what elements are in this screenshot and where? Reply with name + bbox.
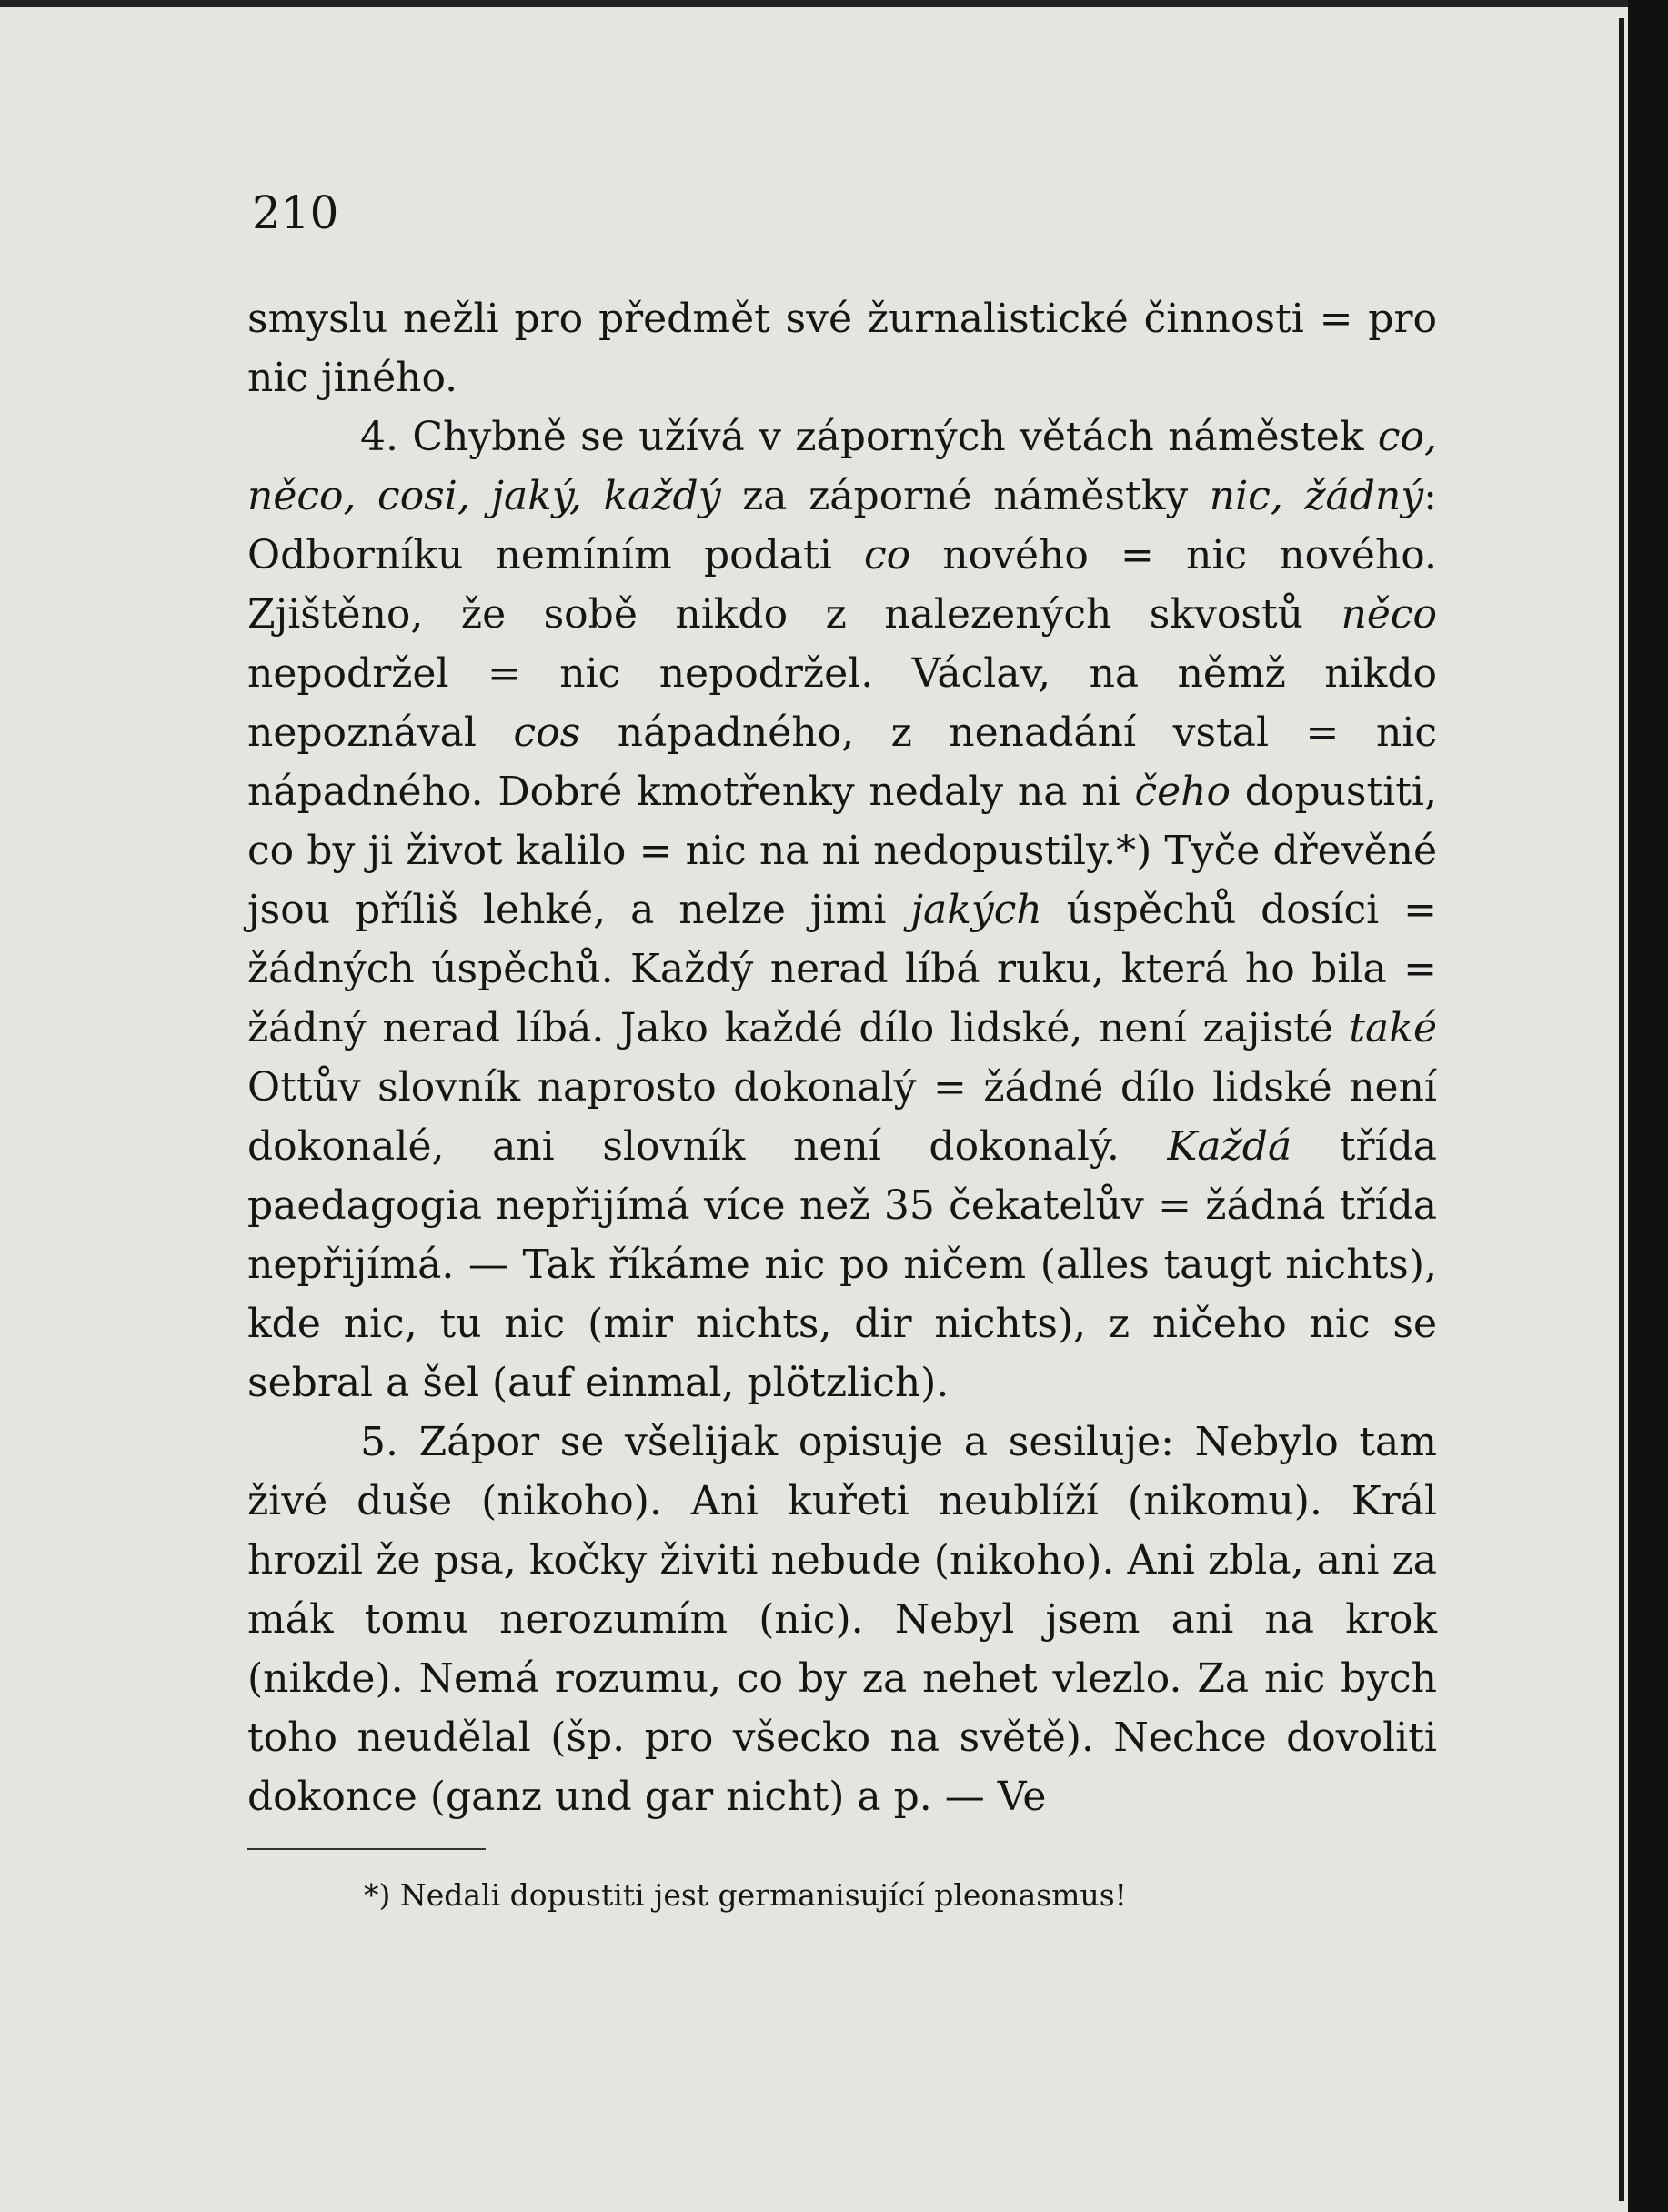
text-run: dopustiti, co by ji život kalilo = nic na ni nedopustily.*) Tyče dřevěné jsou příliš lehké, a nelze jimi (247, 769, 1437, 933)
footnote: *) Nedali dopustiti jest germanisující pleonasmus! (364, 1877, 1127, 1913)
text-run: nového = nic nového. Zjištěno, že sobě nikdo z nalezených skvostů (247, 532, 1437, 638)
text-run: úspěchů dosíci = žádných úspěchů. Každý nerad líbá ruku, která ho bila = žádný nerad líbá. Jako každé dílo lidské, není zajisté (247, 887, 1437, 1051)
italic-term: co, něco, cosi, jaký, každý (247, 414, 1437, 519)
italic-term: jakých (910, 887, 1042, 933)
text-run: 4. Chybně se užívá v záporných větách náměstek (360, 414, 1378, 460)
text-run: za záporné náměstky (720, 473, 1210, 519)
italic-term: něco (1341, 591, 1437, 638)
text-run: třída paedagogia nepřijímá více než 35 čekatelův = žádná třída nepřijímá. — Tak říkáme nic po ničem (alles taugt nichts), kde nic, tu nic (mir nichts, dir nichts), z ničeho nic se sebral a šel (auf einmal, plötzlich). (247, 1123, 1437, 1406)
text-run: smyslu nežli pro předmět své žurnalistické činnosti = pro nic jiného. (247, 296, 1437, 401)
footnote-divider (247, 1848, 486, 1850)
text-run: 5. Zápor se všelijak opisuje a sesiluje: Nebylo tam živé duše (nikoho). Ani kuřeti neublíží (nikomu). Král hrozil že psa, kočky živiti nebude (nikoho). Ani zbla, ani za mák tomu nerozumím (nic). Nebyl jsem ani na krok (nikde). Nemá rozumu, co by za nehet vlezlo. Za nic bych toho neudělal (šp. pro všecko na světě). Nechce dovoliti dokonce (ganz und gar nicht) a p. — Ve (247, 1419, 1437, 1820)
italic-term: nic, žádný (1209, 473, 1424, 519)
text-run: Ottův slovník naprosto dokonalý = žádné dílo lidské není dokonalé, ani slovník není dokonalý. (247, 1064, 1437, 1170)
italic-term: čeho (1134, 769, 1231, 815)
italic-term: cos (513, 709, 581, 756)
italic-term: Každá (1167, 1123, 1292, 1170)
body-text (247, 289, 1437, 1826)
binding-line (1619, 18, 1624, 2201)
paragraph-2 (247, 407, 1437, 1413)
scan-dark-edge (1628, 0, 1668, 2212)
text-run: nepodržel = nic nepodržel. Václav, na němž nikdo nepoznával (247, 650, 1437, 756)
paragraph-3 (247, 1413, 1437, 1826)
page-number: 210 (252, 186, 339, 239)
italic-term: také (1349, 1005, 1437, 1051)
text-run: : Odborníku nemíním podati (247, 473, 1437, 578)
paragraph-1 (247, 289, 1437, 407)
italic-term: co (863, 532, 911, 578)
page-top-edge (0, 0, 1628, 7)
text-run: nápadného, z nenadání vstal = nic nápadného. Dobré kmotřenky nedaly na ni (247, 709, 1437, 815)
